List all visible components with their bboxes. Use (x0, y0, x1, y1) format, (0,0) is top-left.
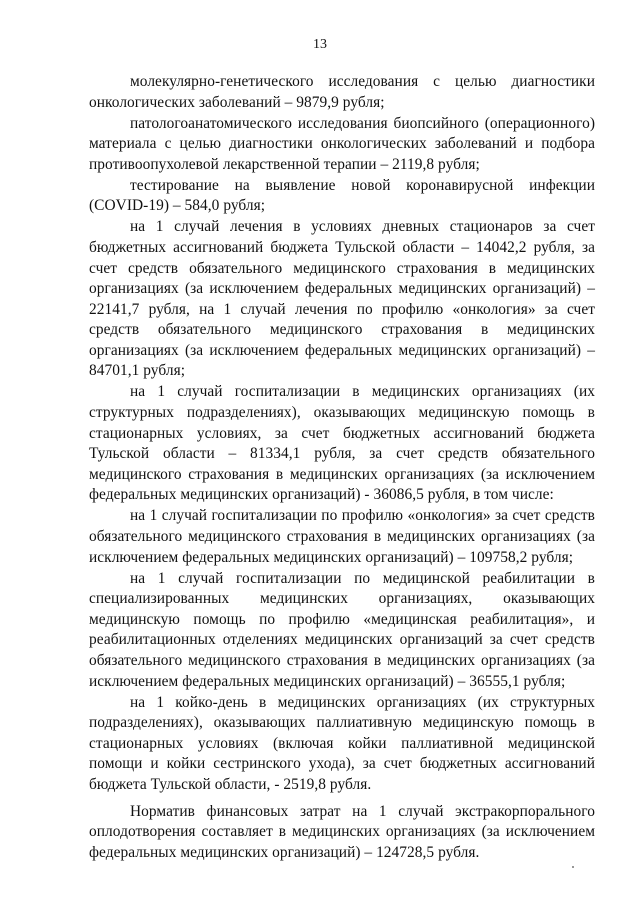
paragraph-pathology-biopsy: патологоанатомического исследования биопсийного (операционного) материала с целью диагностики онкологических заболеваний и подбора противоопухолевой лекарственной терапии – 2119,8 рубля; (89, 114, 595, 173)
paragraph-day-hospital: на 1 случай лечения в условиях дневных стационаров за счет бюджетных ассигнований бюджета Тульской области – 14042,2 рубля, за счет средств обязательного медицинского страхования в медицинских организациях (за исключением федеральных медицинских организаций) – 22141,7 рубля, на 1 случай лечения по профилю «онкология» за счет средств обязательного медицинского страхования в медицинских организациях (за исключением федеральных медицинских организаций) – 84701,1 рубля; (89, 218, 595, 380)
paragraph-molecular-genetic: молекулярно-генетического исследования с целью диагностики онкологических заболеваний – 9879,9 рубля; (89, 73, 595, 111)
paragraph-oncology-hospitalization: на 1 случай госпитализации по профилю «онкология» за счет средств обязательного медицинского страхования в медицинских организациях (за исключением федеральных медицинских организаций) – 109758,2 рубля; (89, 507, 595, 566)
paragraph-covid-testing: тестирование на выявление новой коронавирусной инфекции (COVID-19) – 584,0 рубля; (89, 176, 595, 215)
page-number: 13 (313, 37, 327, 52)
scan-artifact-dot (572, 866, 574, 868)
paragraph-ivf-norm: Норматив финансовых затрат на 1 случай экстракорпорального оплодотворения составляет в медицинских организациях (за исключением федеральных медицинских организаций) – 124728,5 рубля. (89, 802, 595, 861)
document-body (89, 72, 595, 863)
paragraph-rehabilitation: на 1 случай госпитализации по медицинской реабилитации в специализированных медицинских организациях, оказывающих медицинскую помощь по профилю «медицинская реабилитация», и реабилитационных отделениях медицинских организаций за счет средств обязательного медицинского страхования в медицинских организациях (за исключением федеральных медицинских организаций) – 36555,1 рубля; (89, 569, 595, 690)
paragraph-hospitalization: на 1 случай госпитализации в медицинских организациях (их структурных подразделениях), оказывающих медицинскую помощь в стационарных условиях, за счет бюджетных ассигнований бюджета Тульской области – 81334,1 рубля, за счет средств обязательного медицинского страхования в медицинских организациях (за исключением федеральных медицинских организаций) - 36086,5 рубля, в том числе: (89, 383, 595, 504)
paragraph-palliative-bed-day: на 1 койко-день в медицинских организациях (их структурных подразделениях), оказывающих паллиативную медицинскую помощь в стационарных условиях (включая койки паллиативной медицинской помощи и койки сестринского ухода), за счет бюджетных ассигнований бюджета Тульской области, - 2519,8 рубля. (89, 693, 595, 793)
